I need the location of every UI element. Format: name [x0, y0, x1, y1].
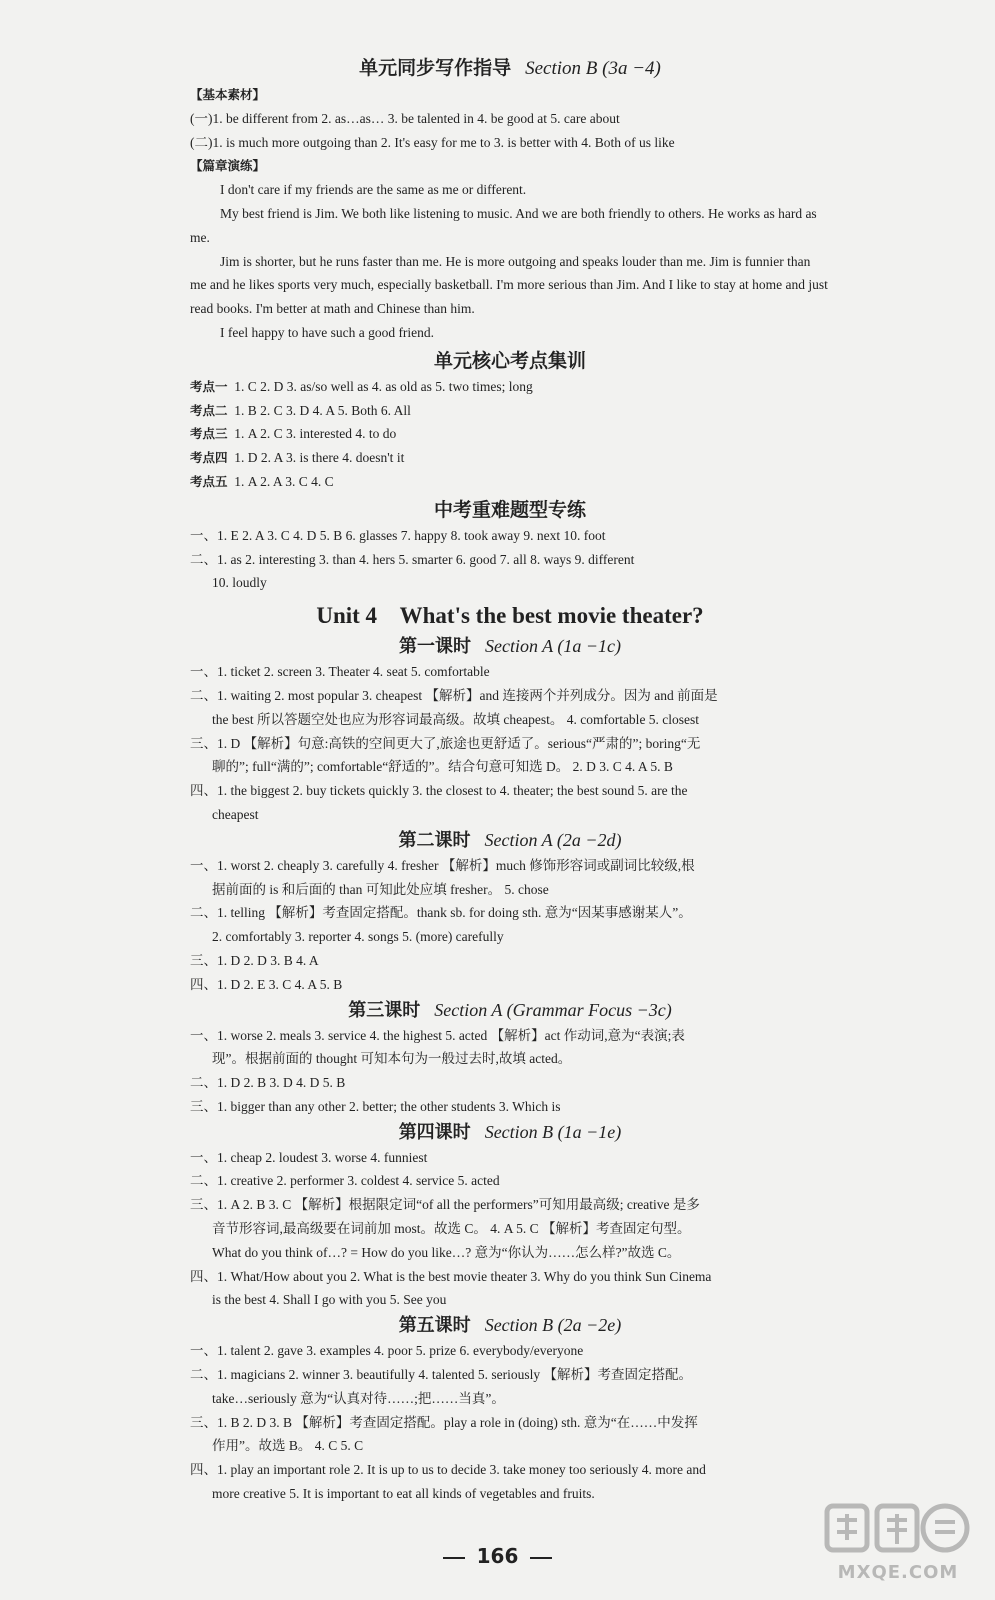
lesson-1-line-7: cheapest: [212, 806, 259, 822]
lesson-3-title: 第三课时: [348, 999, 421, 1021]
lesson-1-line-2: 二、1. waiting 2. most popular 3. cheapest 【解析】and 连接两个并列成分。因为 and 前面是: [190, 687, 718, 703]
basic-material-tag: 【基本素材】: [190, 87, 266, 102]
lesson-4-line-4: 音节形容词,最高级要在词前加 most。故选 C。 4. A 5. C 【解析】考查固定句型。: [212, 1221, 691, 1237]
core-item-label: 考点五: [190, 473, 228, 489]
core-item-label: 考点二: [190, 402, 228, 418]
zhongkao-line-1: 一、1. E 2. A 3. C 4. D 5. B 6. glasses 7. happy 8. took away 9. next 10. foot: [190, 527, 606, 543]
core-item-label: 考点三: [190, 426, 228, 442]
essay-paragraph-1: I don't care if my friends are the same as me or different.: [220, 182, 527, 198]
watermark-logo: [823, 1500, 973, 1595]
zhongkao-line-3: 10. loudly: [212, 575, 267, 591]
lesson-4-line-2: 二、1. creative 2. performer 3. coldest 4. service 5. acted: [190, 1173, 500, 1189]
zhongkao-line-2: 二、1. as 2. interesting 3. than 4. hers 5. smarter 6. good 7. all 8. ways 9. different: [190, 551, 635, 567]
lesson-2-line-2: 据前面的 is 和后面的 than 可知此处应填 fresher。 5. chose: [212, 881, 549, 897]
lesson-5-line-4: 三、1. B 2. D 3. B 【解析】考查固定搭配。play a role in (doing) sth. 意为“在……中发挥: [190, 1414, 698, 1430]
lesson-1-line-3: the best 所以答题空处也应为形容词最高级。故填 cheapest。 4. comfortable 5. closest: [212, 711, 700, 727]
lesson-1-line-5: 聊的”; full“满的”; comfortable“舒适的”。结合句意可知选 D。 2. D 3. C 4. A 5. B: [212, 759, 673, 775]
lesson-5-subtitle: Section B (2a −2e): [484, 1315, 622, 1336]
lesson-3-line-3: 二、1. D 2. B 3. D 4. D 5. B: [190, 1075, 346, 1091]
lesson-1-title: 第一课时: [399, 636, 472, 658]
lesson-4-line-5: What do you think of…? = How do you like…? 意为“你认为……怎么样?”故选 C。: [212, 1244, 681, 1260]
lesson-5-line-1: 一、1. talent 2. gave 3. examples 4. poor 5. prize 6. everybody/everyone: [190, 1343, 584, 1359]
lesson-1-heading: [190, 633, 830, 660]
essay-paragraph-2: My best friend is Jim. We both like listening to music. And we are both friendly to others. He works as hard as me.: [190, 205, 817, 245]
lesson-5-line-5: 作用”。故选 B。 4. C 5. C: [212, 1438, 364, 1454]
core-item-text: 1. A 2. C 3. interested 4. to do: [234, 426, 397, 442]
lesson-4-subtitle: Section B (1a −1e): [484, 1121, 622, 1142]
lesson-5-title: 第五课时: [398, 1315, 471, 1337]
lesson-5-line-3: take…seriously 意为“认真对待……;把……当真”。: [212, 1390, 505, 1406]
lesson-3-line-2: 现”。根据前面的 thought 可知本句为一般过去时,故填 acted。: [212, 1051, 572, 1067]
writing-section-title: [190, 54, 830, 83]
lesson-1-line-1: 一、1. ticket 2. screen 3. Theater 4. seat 5. comfortable: [190, 664, 490, 680]
lesson-5-line-7: more creative 5. It is important to eat all kinds of vegetables and fruits.: [212, 1486, 595, 1502]
page-content: [190, 54, 830, 1506]
core-item-5: [190, 470, 830, 494]
lesson-4-line-7: is the best 4. Shall I go with you 5. See you: [212, 1292, 447, 1308]
core-item-1: [190, 375, 830, 399]
core-item-label: 考点四: [190, 450, 228, 466]
lesson-4-heading: [190, 1119, 830, 1146]
lesson-2-line-3: 二、1. telling 【解析】考查固定搭配。thank sb. for doing sth. 意为“因某事感谢某人”。: [190, 905, 692, 921]
lesson-5-line-2: 二、1. magicians 2. winner 3. beautifully 4. talented 5. seriously 【解析】考查固定搭配。: [190, 1367, 693, 1383]
lesson-2-line-6: 四、1. D 2. E 3. C 4. A 5. B: [190, 976, 343, 992]
essay-practice-tag: 【篇章演练】: [190, 158, 266, 174]
unit-title: Unit 4 What's the best movie theater?: [316, 603, 704, 629]
lesson-2-line-1: 一、1. worst 2. cheaply 3. carefully 4. fresher 【解析】much 修饰形容词或副词比较级,根: [190, 857, 695, 873]
lesson-1-line-6: 四、1. the biggest 2. buy tickets quickly 3. the closest to 4. theater; the best sound 5. are the: [190, 783, 688, 799]
page-number-text: 166: [476, 1544, 519, 1568]
basic-material-line-1: (一)1. be different from 2. as…as… 3. be talented in 4. be good at 5. care about: [190, 110, 620, 126]
core-item-2: [190, 399, 830, 423]
writing-title: 单元同步写作指导: [359, 57, 512, 79]
watermark-logo-icon: [823, 1500, 973, 1562]
lesson-1-line-4: 三、1. D 【解析】句意:高铁的空间更大了,旅途也更舒适了。serious“严肃的”; boring“无: [190, 735, 701, 751]
page-number-dash-left: [443, 1557, 465, 1559]
lesson-1-subtitle: Section A (1a −1c): [485, 636, 621, 657]
core-item-text: 1. D 2. A 3. is there 4. doesn't it: [234, 450, 405, 466]
lesson-3-line-1: 一、1. worse 2. meals 3. service 4. the highest 5. acted 【解析】act 作动词,意为“表演;表: [190, 1027, 685, 1043]
lesson-3-line-4: 三、1. bigger than any other 2. better; the other students 3. Which is: [190, 1098, 561, 1114]
core-item-3: [190, 422, 830, 446]
lesson-2-subtitle: Section A (2a −2d): [484, 829, 622, 850]
core-item-text: 1. A 2. A 3. C 4. C: [234, 473, 334, 489]
core-item-text: 1. B 2. C 3. D 4. A 5. Both 6. All: [234, 402, 411, 418]
page-number-dash-right: [530, 1557, 552, 1559]
core-item-text: 1. C 2. D 3. as/so well as 4. as old as 5. two times; long: [234, 378, 533, 394]
lesson-2-heading: [190, 827, 830, 854]
core-item-4: [190, 446, 830, 470]
lesson-5-heading: [190, 1312, 830, 1339]
lesson-4-line-3: 三、1. A 2. B 3. C 【解析】根据限定词“of all the performers”可知用最高级; creative 是多: [190, 1197, 700, 1213]
lesson-2-title: 第二课时: [398, 829, 471, 851]
watermark-text: MXQE.COM: [837, 1562, 959, 1583]
zhongkao-section-title: 中考重难题型专练: [433, 498, 586, 521]
basic-material-line-2: (二)1. is much more outgoing than 2. It's easy for me to 3. is better with 4. Both of us like: [190, 134, 675, 150]
lesson-4-line-1: 一、1. cheap 2. loudest 3. worse 4. funniest: [190, 1149, 428, 1165]
lesson-2-line-4: 2. comfortably 3. reporter 4. songs 5. (more) carefully: [212, 929, 504, 945]
essay-paragraph-4: I feel happy to have such a good friend.: [220, 324, 435, 340]
essay-paragraph-3: Jim is shorter, but he runs faster than me. He is more outgoing and speaks louder than me. Jim is funnier than me and he likes sports very much, especially basketball. I'm more serious than Jim. And I like to stay at home and just read books. I'm better at math and Chinese than him.: [190, 253, 828, 317]
core-section-title: 单元核心考点集训: [433, 349, 586, 372]
lesson-3-subtitle: Section A (Grammar Focus −3c): [434, 999, 672, 1020]
lesson-2-line-5: 三、1. D 2. D 3. B 4. A: [190, 952, 319, 968]
lesson-4-line-6: 四、1. What/How about you 2. What is the best movie theater 3. Why do you think Sun Cinema: [190, 1268, 712, 1284]
lesson-4-title: 第四课时: [398, 1121, 471, 1143]
core-item-label: 考点一: [190, 378, 228, 394]
lesson-3-heading: [190, 997, 830, 1024]
lesson-5-line-6: 四、1. play an important role 2. It is up to us to decide 3. take money too seriously 4. more and: [190, 1462, 706, 1478]
writing-subtitle: Section B (3a −4): [525, 58, 661, 79]
